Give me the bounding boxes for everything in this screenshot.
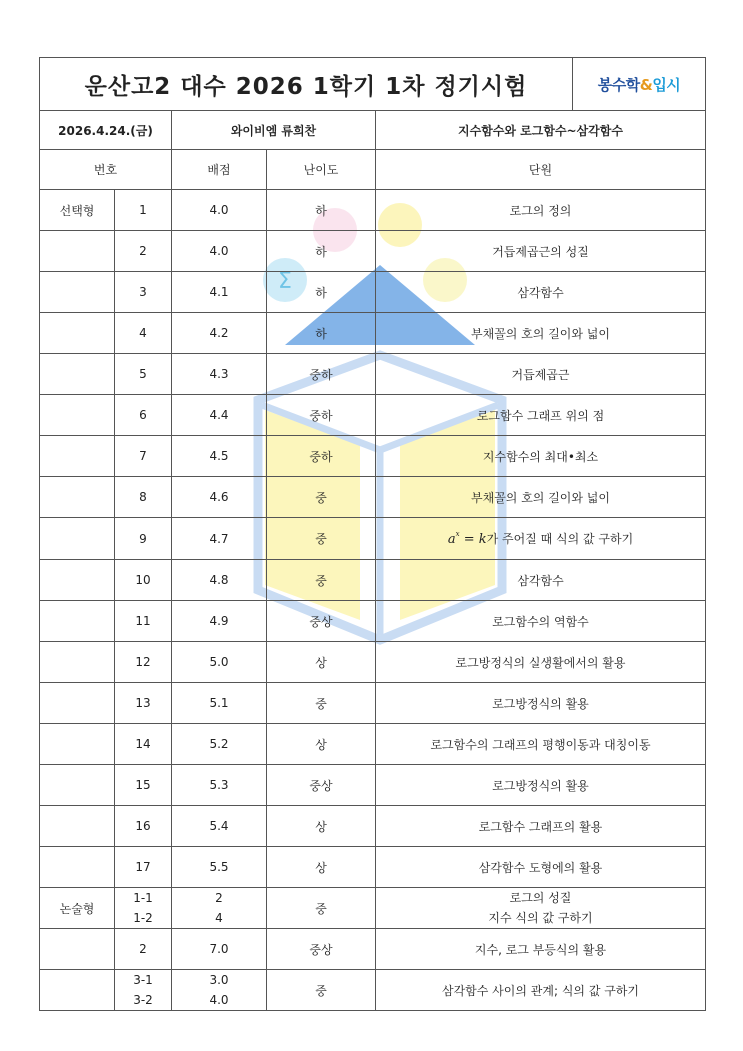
question-number: 10 [115, 560, 172, 601]
question-number: 2 [115, 929, 172, 970]
question-difficulty: 중 [267, 518, 376, 560]
question-unit: 로그함수의 역함수 [376, 601, 706, 642]
section-label-empty [40, 642, 115, 683]
exam-table [39, 57, 706, 1011]
question-difficulty: 상 [267, 724, 376, 765]
question-number: 4 [115, 313, 172, 354]
question-score: 4.0 [172, 190, 267, 231]
question-score: 4.4 [172, 395, 267, 436]
section-label-empty [40, 518, 115, 560]
question-unit: 로그함수 그래프의 활용 [376, 806, 706, 847]
question-unit: 부채꼴의 호의 길이와 넓이 [376, 313, 706, 354]
section-label-empty [40, 724, 115, 765]
table-row [40, 970, 706, 1011]
table-row [40, 436, 706, 477]
table-row [40, 313, 706, 354]
question-score: 4.2 [172, 313, 267, 354]
table-row [40, 724, 706, 765]
question-difficulty: 하 [267, 231, 376, 272]
table-row [40, 231, 706, 272]
question-unit: 삼각함수 [376, 560, 706, 601]
brand-logo: 봉수학&입시 [597, 75, 681, 94]
question-unit: 거듭제곱근의 성질 [376, 231, 706, 272]
question-unit: 로그함수 그래프 위의 점 [376, 395, 706, 436]
question-number: 7 [115, 436, 172, 477]
question-unit: 삼각함수 [376, 272, 706, 313]
math-expression: $a^x = k$ [447, 529, 487, 547]
question-score: 4.5 [172, 436, 267, 477]
table-row [40, 601, 706, 642]
question-unit: 삼각함수 사이의 관계; 식의 값 구하기 [376, 970, 706, 1011]
question-difficulty: 상 [267, 806, 376, 847]
question-difficulty: 하 [267, 313, 376, 354]
question-subscore: 4 [215, 911, 223, 925]
question-number: 16 [115, 806, 172, 847]
section-label-empty [40, 929, 115, 970]
question-score: 4.6 [172, 477, 267, 518]
question-subscore: 3.0 [209, 973, 229, 987]
question-number: 12 [115, 642, 172, 683]
question-subunit: 로그의 성질 [509, 891, 572, 905]
section-label-empty [40, 970, 115, 1011]
question-subnumber: 3-2 [133, 993, 153, 1007]
section-label-empty [40, 354, 115, 395]
question-score: 4.0 [172, 231, 267, 272]
section-label-choice: 선택형 [40, 190, 115, 231]
table-row [40, 395, 706, 436]
section-label-empty [40, 847, 115, 888]
question-score: 4.7 [172, 518, 267, 560]
question-difficulty: 중하 [267, 354, 376, 395]
question-number: 8 [115, 477, 172, 518]
question-score [172, 888, 267, 929]
question-unit: 거듭제곱근 [376, 354, 706, 395]
question-unit: 지수함수의 최대•최소 [376, 436, 706, 477]
question-subunit: 지수 식의 값 구하기 [488, 911, 593, 925]
table-row [40, 190, 706, 231]
question-score: 5.2 [172, 724, 267, 765]
question-number: 2 [115, 231, 172, 272]
question-unit: 로그방정식의 활용 [376, 765, 706, 806]
question-number: 11 [115, 601, 172, 642]
question-difficulty: 상 [267, 847, 376, 888]
svg-text:Σ: Σ [278, 269, 292, 294]
question-score: 5.4 [172, 806, 267, 847]
table-row [40, 272, 706, 313]
question-subscore: 2 [215, 891, 223, 905]
question-unit-text: 가 주어질 때 식의 값 구하기 [486, 532, 634, 546]
question-difficulty: 중하 [267, 436, 376, 477]
question-subnumber: 3-1 [133, 973, 153, 987]
question-score: 5.1 [172, 683, 267, 724]
section-label-empty [40, 272, 115, 313]
section-label-empty [40, 436, 115, 477]
section-label-empty [40, 560, 115, 601]
column-header-unit: 단원 [376, 150, 706, 190]
section-label-empty [40, 395, 115, 436]
question-score: 4.3 [172, 354, 267, 395]
question-number: 17 [115, 847, 172, 888]
section-label-empty [40, 231, 115, 272]
question-difficulty: 중 [267, 970, 376, 1011]
section-label-empty [40, 765, 115, 806]
textbook-author: 와이비엠 류희찬 [172, 111, 376, 150]
question-difficulty: 중상 [267, 601, 376, 642]
question-score: 5.3 [172, 765, 267, 806]
question-number: 9 [115, 518, 172, 560]
question-difficulty: 상 [267, 642, 376, 683]
exam-title: 운산고2 대수 2026 1학기 1차 정기시험 [84, 73, 528, 100]
question-score: 5.0 [172, 642, 267, 683]
question-number: 15 [115, 765, 172, 806]
section-label-empty [40, 601, 115, 642]
question-unit: 지수, 로그 부등식의 활용 [376, 929, 706, 970]
question-score: 4.1 [172, 272, 267, 313]
question-difficulty: 중상 [267, 765, 376, 806]
table-row [40, 806, 706, 847]
question-number [115, 970, 172, 1011]
exam-title-cell [40, 58, 573, 111]
table-row [40, 888, 706, 929]
question-unit: 삼각함수 도형에의 활용 [376, 847, 706, 888]
column-header-difficulty: 난이도 [267, 150, 376, 190]
table-row [40, 477, 706, 518]
question-score [172, 970, 267, 1011]
table-row [40, 929, 706, 970]
section-label-empty [40, 806, 115, 847]
question-number: 5 [115, 354, 172, 395]
table-row [40, 518, 706, 560]
question-subnumber: 1-1 [133, 891, 153, 905]
question-unit: 로그의 정의 [376, 190, 706, 231]
question-difficulty: 중 [267, 888, 376, 929]
question-difficulty: 중 [267, 477, 376, 518]
question-number: 14 [115, 724, 172, 765]
question-subnumber: 1-2 [133, 911, 153, 925]
column-header-number: 번호 [40, 150, 172, 190]
question-number [115, 888, 172, 929]
question-unit: 로그방정식의 실생활에서의 활용 [376, 642, 706, 683]
question-unit: 부채꼴의 호의 길이와 넓이 [376, 477, 706, 518]
question-difficulty: 중 [267, 560, 376, 601]
question-difficulty: 중하 [267, 395, 376, 436]
section-label-empty [40, 313, 115, 354]
question-score: 4.8 [172, 560, 267, 601]
question-difficulty: 하 [267, 190, 376, 231]
table-row [40, 642, 706, 683]
question-difficulty: 하 [267, 272, 376, 313]
question-score: 4.9 [172, 601, 267, 642]
section-label-empty [40, 683, 115, 724]
column-header-score: 배점 [172, 150, 267, 190]
question-number: 6 [115, 395, 172, 436]
question-difficulty: 중 [267, 683, 376, 724]
question-unit [376, 518, 706, 560]
table-row [40, 560, 706, 601]
question-number: 1 [115, 190, 172, 231]
table-row [40, 683, 706, 724]
section-label-essay: 논술형 [40, 888, 115, 929]
table-row [40, 847, 706, 888]
question-unit: 로그방정식의 활용 [376, 683, 706, 724]
exam-scope: 지수함수와 로그함수~삼각함수 [376, 111, 706, 150]
question-subscore: 4.0 [209, 993, 229, 1007]
table-row [40, 765, 706, 806]
question-unit: 로그함수의 그래프의 평행이동과 대칭이동 [376, 724, 706, 765]
question-number: 13 [115, 683, 172, 724]
table-row [40, 354, 706, 395]
question-unit [376, 888, 706, 929]
question-score: 5.5 [172, 847, 267, 888]
question-score: 7.0 [172, 929, 267, 970]
logo-cell [573, 58, 706, 111]
question-difficulty: 중상 [267, 929, 376, 970]
question-number: 3 [115, 272, 172, 313]
section-label-empty [40, 477, 115, 518]
exam-date: 2026.4.24.(금) [40, 111, 172, 150]
